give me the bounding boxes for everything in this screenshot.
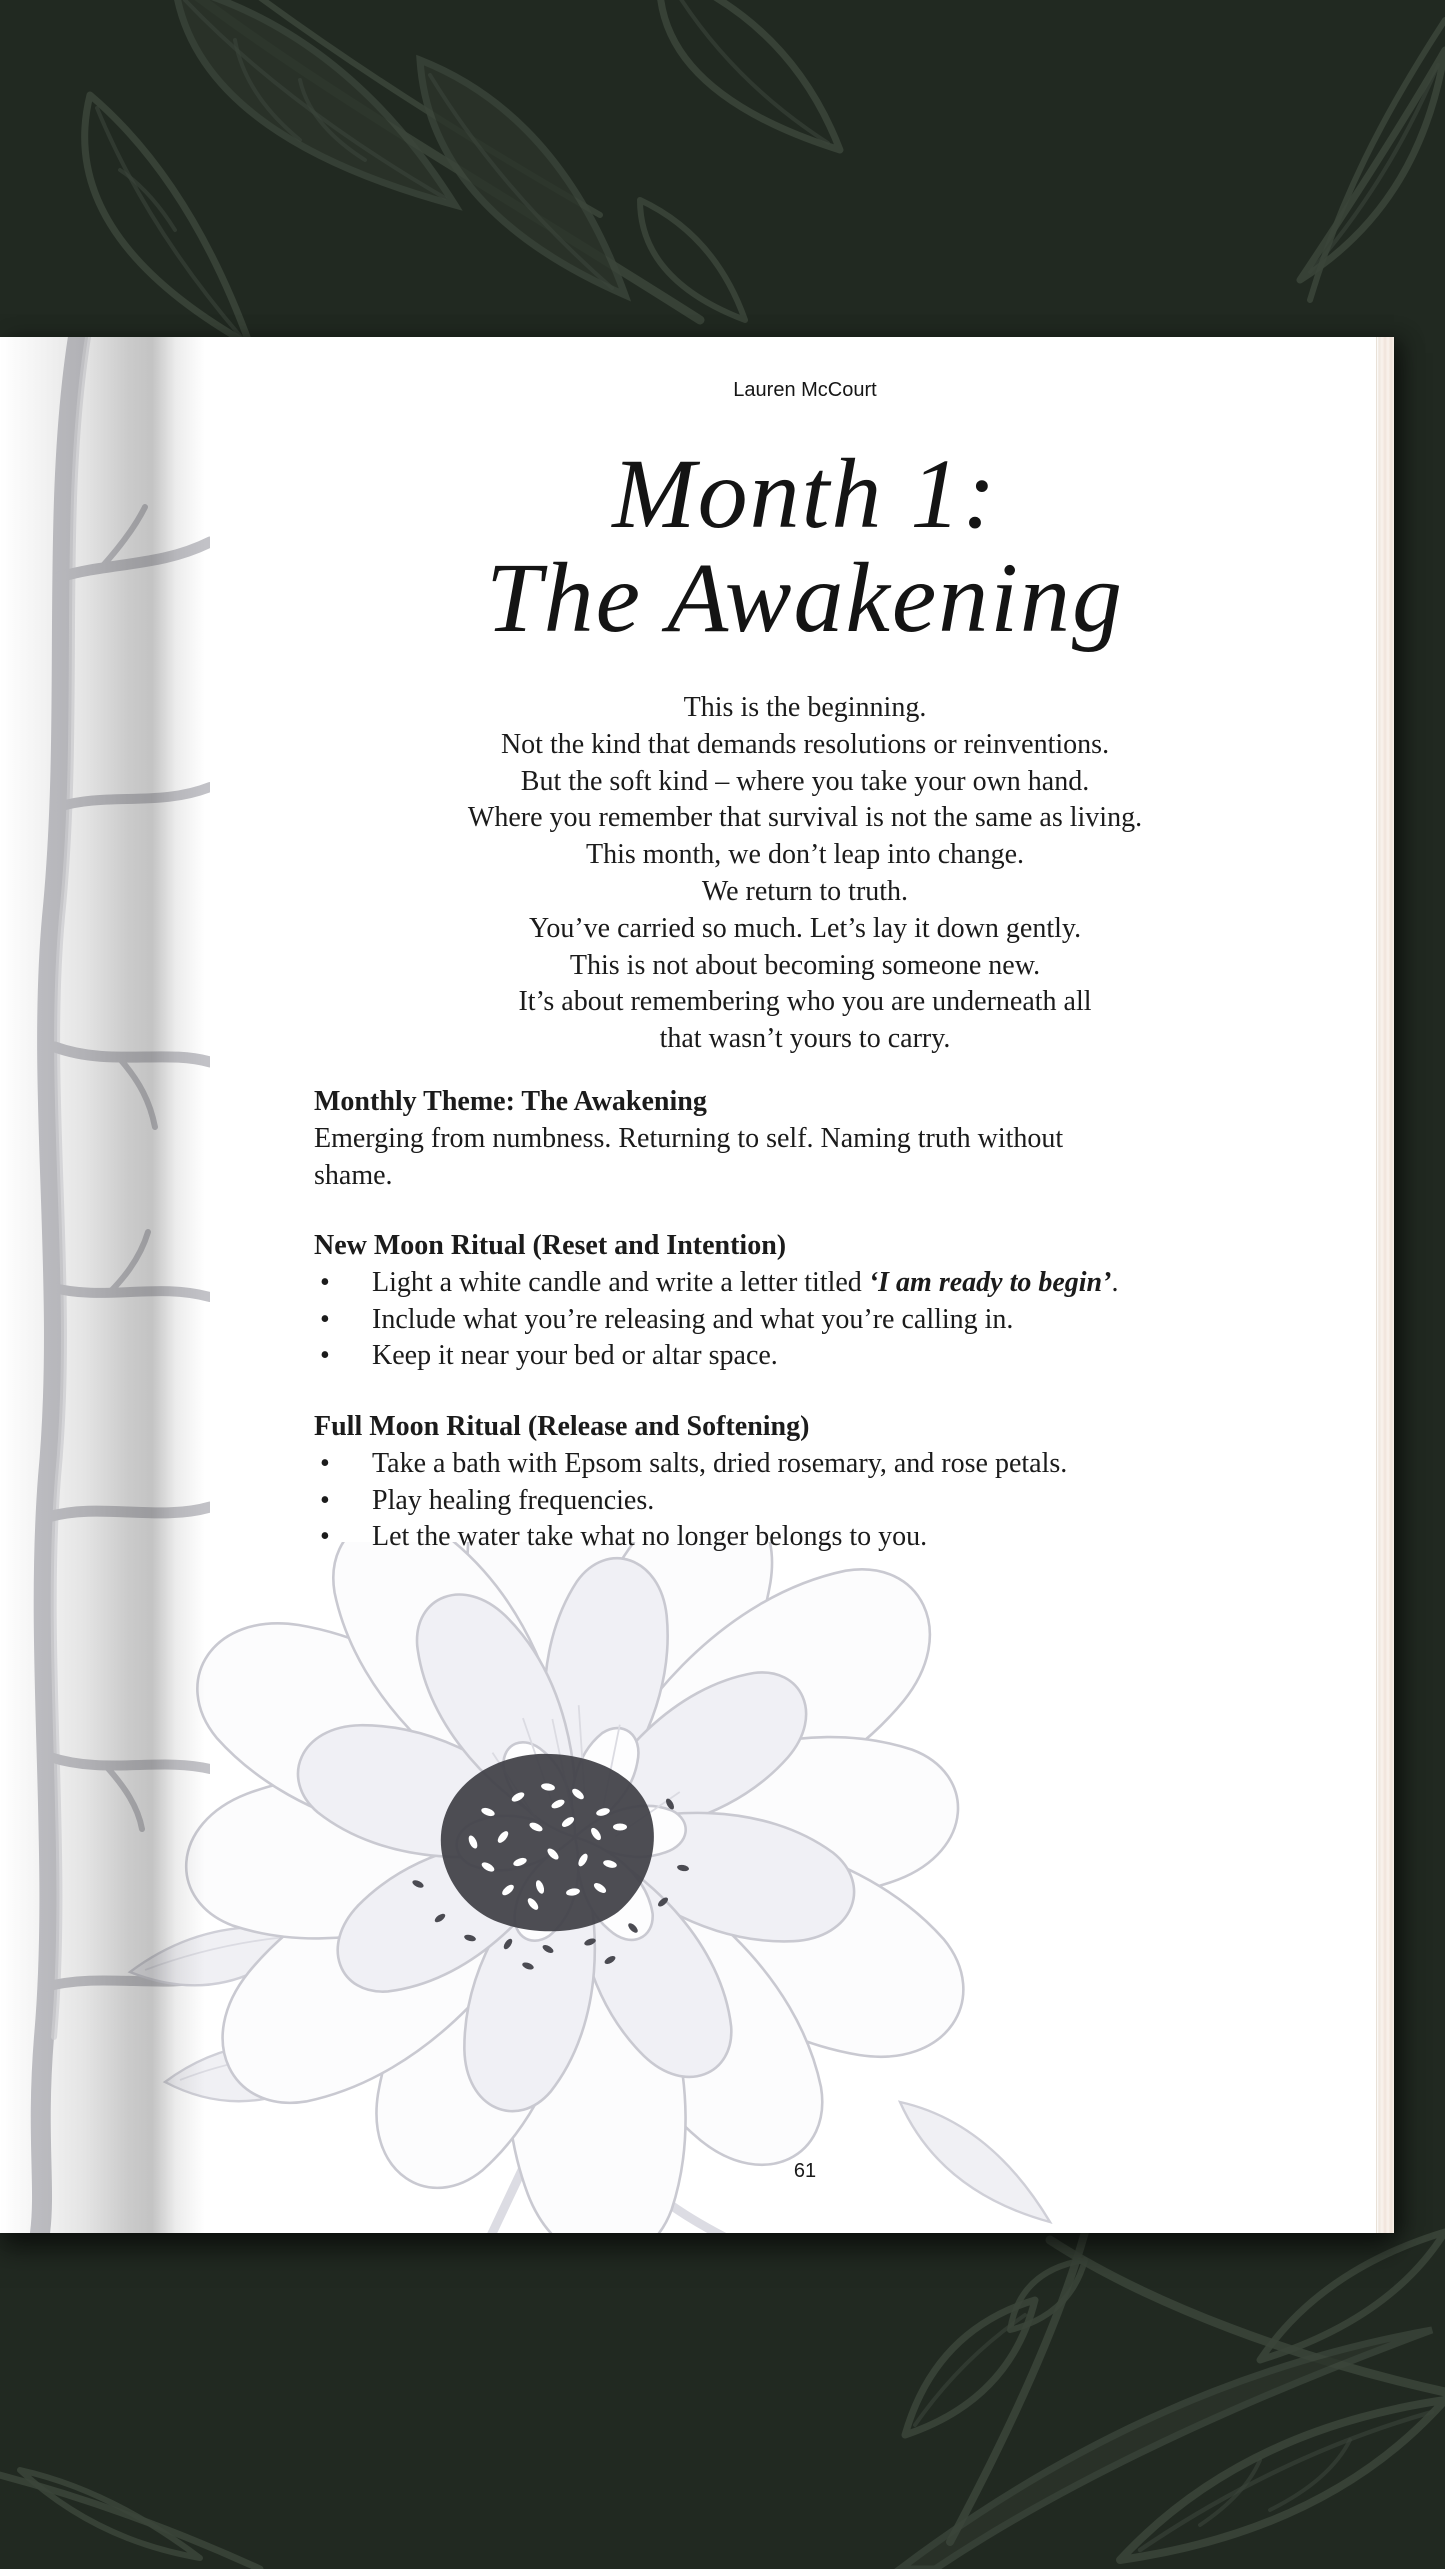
poem-line: You’ve carried so much. Let’s lay it down gently. — [528, 912, 1082, 944]
page-stack-edge — [1376, 337, 1394, 2233]
peony-illustration — [70, 1542, 1080, 2233]
list-item-text: Include what you’re releasing and what you’re calling in. — [372, 1303, 1014, 1335]
poem-line: This is the beginning. — [683, 692, 927, 723]
monthly-theme-body-line: shame. — [314, 1159, 393, 1191]
poem-line: We return to truth. — [701, 875, 909, 907]
new-moon-ritual-section — [314, 1228, 1296, 1375]
list-item — [314, 1265, 1296, 1302]
poem-line: Where you remember that survival is not the same as living. — [467, 802, 1143, 834]
list-item — [314, 1446, 1296, 1483]
running-header-author: Lauren McCourt — [733, 379, 877, 401]
bullet-icon: • — [320, 1303, 330, 1335]
monthly-theme-heading: Monthly Theme: The Awakening — [314, 1086, 707, 1117]
bullet-icon: • — [320, 1340, 330, 1372]
list-item-text: Let the water take what no longer belongs to you. — [372, 1521, 928, 1553]
list-item-text: Take a bath with Epsom salts, dried rosemary, and rose petals. — [372, 1447, 1068, 1479]
monthly-theme-section — [314, 1084, 1296, 1194]
full-moon-ritual-section — [314, 1409, 1296, 1556]
new-moon-heading: New Moon Ritual (Reset and Intention) — [314, 1230, 787, 1261]
bullet-icon: • — [320, 1521, 330, 1553]
emphasized-phrase: ‘I am ready to begin’ — [868, 1266, 1112, 1298]
poem-line: But the soft kind – where you take your own hand. — [520, 765, 1090, 797]
chapter-title — [314, 438, 1296, 653]
book-page — [0, 337, 1394, 2233]
opening-poem — [314, 690, 1296, 1058]
poem-line: It’s about remembering who you are underneath all — [518, 986, 1092, 1018]
poem-line: Not the kind that demands resolutions or reinventions. — [500, 728, 1110, 760]
list-item — [314, 1483, 1296, 1520]
list-item — [314, 1519, 1296, 1556]
bullet-icon: • — [320, 1484, 330, 1516]
list-item — [314, 1302, 1296, 1339]
poem-line: This is not about becoming someone new. — [569, 949, 1041, 981]
poem-line: that wasn’t yours to carry. — [659, 1023, 951, 1055]
chapter-title-line2: The Awakening — [485, 542, 1124, 653]
bullet-icon: • — [320, 1266, 330, 1298]
monthly-theme-body-line: Emerging from numbness. Returning to self. Naming truth without — [314, 1122, 1064, 1154]
bullet-icon: • — [320, 1447, 330, 1479]
chapter-title-line1: Month 1: — [612, 438, 998, 549]
list-item-text: Keep it near your bed or altar space. — [372, 1340, 778, 1372]
full-moon-heading: Full Moon Ritual (Release and Softening) — [314, 1411, 810, 1442]
list-item-text: Light a white candle and write a letter titled ‘I am ready to begin’. — [372, 1266, 1119, 1298]
poem-line: This month, we don’t leap into change. — [585, 839, 1025, 871]
list-item — [314, 1338, 1296, 1375]
list-item-text: Play healing frequencies. — [372, 1484, 655, 1516]
page-number: 61 — [793, 2160, 817, 2182]
